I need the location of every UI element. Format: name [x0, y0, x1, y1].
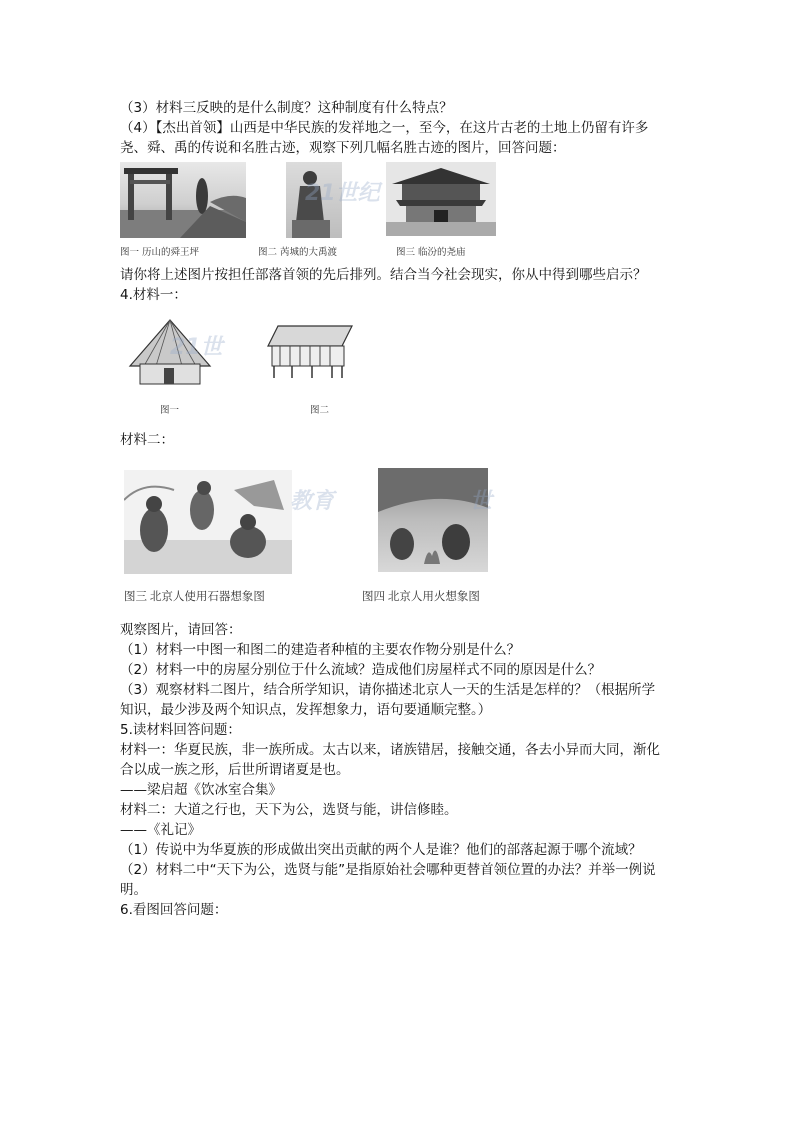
watermark-logo: 教育 — [290, 489, 335, 514]
material-1-line1: 材料一：华夏民族，非一族所成。太古以来，诸族错居，接触交通，各去小异而大同，渐化 — [120, 742, 660, 758]
question-4-3-line2: 知识，最少涉及两个知识点，发挥想象力，语句要通顺完整。） — [120, 702, 492, 718]
material-2-heading: 材料二： — [120, 432, 174, 448]
illustration-peking-stone-tools — [124, 470, 292, 574]
caption-hut1: 图一 — [160, 405, 180, 416]
section-6-heading: 6.看图回答问题： — [120, 902, 228, 918]
caption-peking-fire: 图四 北京人用火想象图 — [362, 591, 480, 603]
question-4-2: （2）材料一中的房屋分别位于什么流域？造成他们房屋样式不同的原因是什么？ — [120, 662, 602, 678]
watermark-logo: 世 — [470, 489, 493, 514]
material-2-text: 材料二：大道之行也，天下为公，选贤与能，讲信修睦。 — [120, 802, 458, 818]
photo-shunwangping — [120, 162, 246, 238]
watermark-logo: 21世纪 — [305, 181, 380, 206]
material-1-source: ——梁启超《饮冰室合集》 — [120, 782, 282, 798]
caption-peking-stone-tools: 图三 北京人使用石器想象图 — [124, 591, 265, 603]
question-5-2-line1: （2）材料二中“天下为公，选贤与能”是指原始社会哪种更替首领位置的办法？并举一例说 — [120, 862, 656, 878]
question-5-2-line2: 明。 — [120, 882, 147, 898]
caption-fig2: 图二 芮城的大禹渡 — [258, 247, 338, 258]
question-3-4-line2: 尧、舜、禹的传说和名胜古迹，观察下列几幅名胜古迹的图片，回答问题： — [120, 140, 566, 156]
question-4-1: （1）材料一中图一和图二的建造者种植的主要农作物分别是什么？ — [120, 642, 521, 658]
photo-yaomiao — [386, 162, 496, 236]
material-1-line2: 合以成一族之形，后世所谓诸夏是也。 — [120, 762, 350, 778]
caption-fig1: 图一 历山的舜王坪 — [120, 247, 200, 258]
watermark-logo: 21世 — [170, 335, 223, 360]
question-5-1: （1）传说中为华夏族的形成做出突出贡献的两个人是谁？他们的部落起源于哪个流域？ — [120, 842, 642, 858]
section-4-heading: 4.材料一： — [120, 287, 187, 303]
observe-prompt: 观察图片，请回答： — [120, 622, 242, 638]
section-5-heading: 5.读材料回答问题： — [120, 722, 241, 738]
illustration-stilt-house — [262, 320, 358, 382]
material-2-source: ——《礼记》 — [120, 822, 201, 838]
question-3-4-line1: （4）【杰出首领】山西是中华民族的发祥地之一，至今，在这片古老的土地上仍留有许多 — [120, 120, 649, 136]
caption-hut2: 图二 — [310, 405, 330, 416]
caption-fig3: 图三 临汾的尧庙 — [396, 247, 466, 258]
question-3-4-prompt: 请你将上述图片按担任部落首领的先后排列。结合当今社会现实，你从中得到哪些启示？ — [120, 267, 647, 283]
question-4-3-line1: （3）观察材料二图片，结合所学知识，请你描述北京人一天的生活是怎样的？（根据所学 — [120, 682, 656, 698]
question-3-3: （3）材料三反映的是什么制度？这种制度有什么特点？ — [120, 100, 453, 116]
